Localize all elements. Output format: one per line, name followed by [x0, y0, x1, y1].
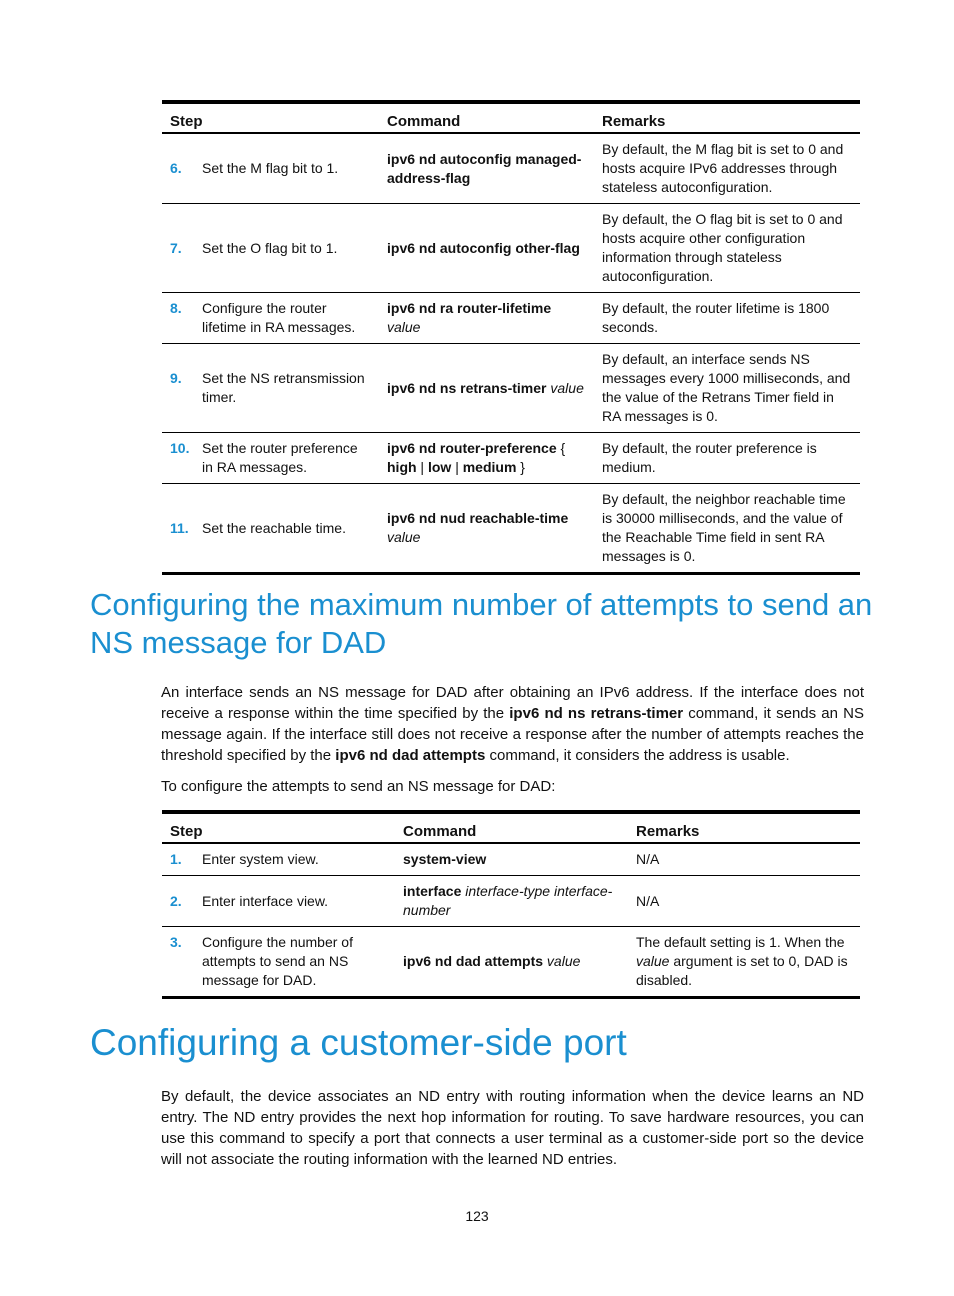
- remarks-cell: N/A: [628, 843, 860, 876]
- step-text: Set the NS retransmission timer.: [202, 370, 365, 405]
- step-cell: [162, 204, 379, 293]
- page-number: 123: [465, 1208, 489, 1224]
- col-header-command: Command: [395, 812, 628, 843]
- table-row: [162, 293, 860, 344]
- command-argument: value: [550, 379, 584, 396]
- remarks-cell: By default, the O flag bit is set to 0 and hosts acquire other configuration information through stateless autoconfiguration.: [594, 204, 860, 293]
- step-text: Configure the router lifetime in RA messages.: [202, 300, 356, 335]
- step-number: 3.: [170, 934, 182, 950]
- table-row: [162, 876, 860, 927]
- paragraph-text: command, it considers the address is usable.: [485, 747, 790, 764]
- remarks-text: The default setting is 1. When the: [636, 934, 845, 950]
- command-cell: [395, 843, 628, 876]
- col-header-remarks: Remarks: [594, 102, 860, 133]
- table-row: [162, 484, 860, 574]
- col-header-command: Command: [379, 102, 594, 133]
- section-heading-customer-side-port: Configuring a customer-side port: [90, 1022, 627, 1063]
- step-text: Set the router preference in RA messages.: [202, 440, 358, 475]
- paragraph-text: An interface sends an NS message for DAD after obtaining an IPv6 address. If the interface does not receive a response within the time specified by the: [161, 684, 864, 722]
- table-row: [162, 204, 860, 293]
- step-number: 7.: [170, 239, 182, 256]
- col-header-step: Step: [162, 812, 395, 843]
- command-cell: [379, 133, 594, 204]
- table-header-row: [162, 812, 860, 843]
- step-number: 11.: [170, 519, 189, 536]
- command-keyword: ipv6 nd ns retrans-timer: [387, 379, 547, 396]
- command-keyword: ipv6 nd autoconfig other-flag: [387, 239, 580, 256]
- remarks-text: argument is set to 0, DAD is disabled.: [636, 953, 848, 988]
- remarks-cell: By default, an interface sends NS messages every 1000 milliseconds, and the value of the Retrans Timer field in RA messages is 0.: [594, 344, 860, 433]
- table-row: [162, 344, 860, 433]
- command-option-medium: medium: [462, 459, 517, 475]
- remarks-cell: [628, 927, 860, 998]
- col-header-remarks: Remarks: [628, 812, 860, 843]
- step-cell: [162, 293, 379, 344]
- step-cell: [162, 876, 395, 927]
- command-keyword: ipv6 nd dad attempts: [403, 953, 544, 969]
- remarks-cell: By default, the neighbor reachable time is 30000 milliseconds, and the value of the Reachable Time field in sent RA messages is 0.: [594, 484, 860, 574]
- command-option-low: low: [427, 459, 452, 475]
- step-text: Set the O flag bit to 1.: [202, 239, 338, 256]
- command-keyword: ipv6 nd ra router-lifetime: [387, 300, 552, 316]
- step-cell: [162, 843, 395, 876]
- col-header-step: Step: [162, 102, 379, 133]
- command-cell: [379, 293, 594, 344]
- step-text: Set the M flag bit to 1.: [202, 160, 339, 176]
- command-argument: value: [546, 953, 581, 969]
- step-cell: [162, 927, 395, 998]
- step-number: 9.: [170, 370, 182, 386]
- step-number: 8.: [170, 300, 182, 316]
- step-text: Configure the number of attempts to send an NS message for DAD.: [202, 934, 353, 988]
- table-row: [162, 133, 860, 204]
- command-argument: value: [387, 529, 421, 545]
- command-cell: ipv6 nd router-preference { high | low | medium }: [379, 433, 594, 484]
- table-row: [162, 843, 860, 876]
- step-number: 10.: [170, 440, 190, 456]
- command-argument: value: [387, 319, 421, 335]
- inline-command: ipv6 nd ns retrans-timer: [509, 705, 684, 722]
- step-cell: [162, 433, 379, 484]
- command-keyword: ipv6 nd nud reachable-time: [387, 510, 569, 526]
- command-cell: [379, 484, 594, 574]
- step-number: 6.: [170, 160, 182, 176]
- step-cell: [162, 484, 379, 574]
- remarks-cell: By default, the M flag bit is set to 0 and hosts acquire IPv6 addresses through stateless autoconfiguration.: [594, 133, 860, 204]
- step-cell: [162, 133, 379, 204]
- remarks-cell: By default, the router preference is medium.: [594, 433, 860, 484]
- step-text: Enter system view.: [202, 851, 319, 867]
- dad-procedure-intro: To configure the attempts to send an NS message for DAD:: [161, 778, 556, 795]
- paragraph-text: command, it sends an NS message again. If the interface still does not receive a response after the number of attempts reaches the threshold specified by the: [161, 705, 864, 764]
- command-cell: [395, 927, 628, 998]
- table-row: [162, 433, 860, 484]
- command-cell: [395, 876, 628, 927]
- step-text: Enter interface view.: [202, 892, 329, 909]
- table-dad-attempts: [162, 810, 860, 999]
- table-header-row: [162, 102, 860, 133]
- step-number: 1.: [170, 851, 182, 867]
- command-keyword: ipv6 nd autoconfig managed-address-flag: [387, 150, 582, 186]
- command-argument: interface-type interface-number: [403, 883, 613, 918]
- step-cell: [162, 344, 379, 433]
- remarks-argument: value: [636, 953, 670, 969]
- section-heading-dad: Configuring the maximum number of attempts to send an NS message for DAD: [90, 587, 873, 660]
- inline-command: ipv6 nd dad attempts: [335, 747, 486, 764]
- remarks-cell: N/A: [628, 876, 860, 927]
- command-option-high: high: [387, 459, 417, 475]
- step-number: 2.: [170, 892, 182, 909]
- command-keyword: ipv6 nd router-preference: [387, 440, 557, 456]
- command-keyword: system-view: [403, 851, 487, 867]
- command-cell: [379, 344, 594, 433]
- table-row: [162, 927, 860, 998]
- remarks-cell: By default, the router lifetime is 1800 seconds.: [594, 293, 860, 344]
- table-nd-settings: [162, 100, 860, 575]
- command-keyword: interface: [403, 883, 462, 899]
- step-text: Set the reachable time.: [202, 519, 346, 536]
- dad-intro-paragraph: [161, 682, 864, 766]
- command-cell: [379, 204, 594, 293]
- customer-side-port-paragraph: By default, the device associates an ND entry with routing information when the device learns an ND entry. The ND entry provides the next hop information for routing. To save hardware resources, you can use this command to specify a port that connects a user terminal as a customer-side port so the device will not associate the routing information with the learned ND entries.: [161, 1088, 864, 1168]
